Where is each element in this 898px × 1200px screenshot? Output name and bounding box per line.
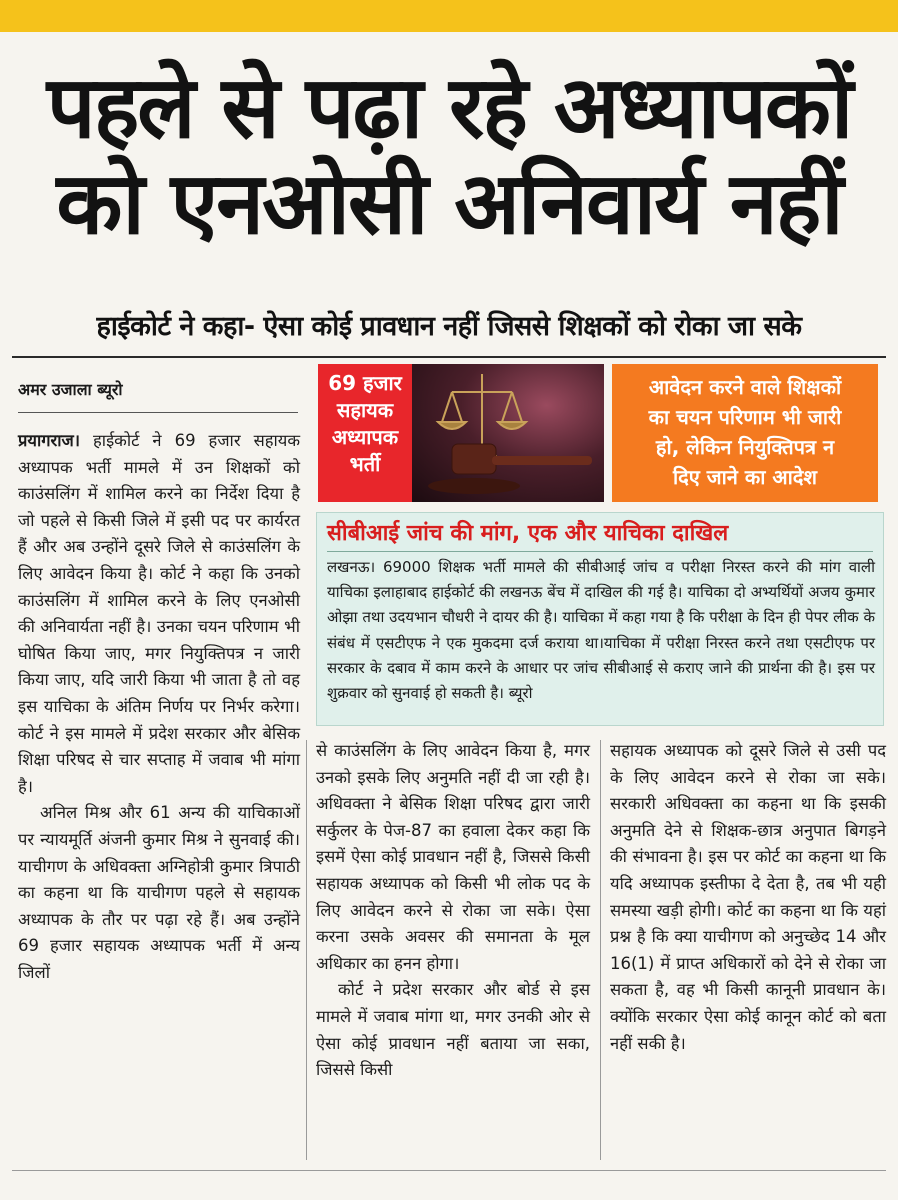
article-text: हाईकोर्ट ने 69 हजार सहायक अध्यापक भर्ती मामले में उन शिक्षकों को काउंसलिंग में शामिल करने का निर्देश दिया है जो पहले से किसी जिले में इसी पद पर कार्यरत हैं और अब उन्होंने दूसरे जिले से काउंसलिंग के लिए आवेदन किया है। कोर्ट ने कहा कि उनको काउंसलिंग में शामिल करने के लिए एनओसी की अनिवार्यता नहीं है। उनका चयन परिणाम भी घोषित किया जाए, मगर नियुक्तिपत्र न जारी किया जाए, यदि जारी किया भी जाता है तो वह इस याचिका के अंतिम निर्णय पर निर्भर करेगा। कोर्ट ने इस मामले में प्रदेश सरकार और बेसिक शिक्षा परिषद से चार सप्ताह में जवाब भी मांगा है।: [18, 431, 300, 796]
cbi-news-divider: [327, 551, 873, 552]
column-divider: [306, 740, 307, 1160]
cbi-news-box: [316, 512, 884, 726]
court-photo-illustration: [412, 364, 604, 502]
highlight-line: का चयन परिणाम भी जारी: [648, 405, 842, 429]
bottom-divider: [12, 1170, 886, 1171]
gavel-icon: [428, 444, 592, 494]
byline-divider: [18, 412, 298, 413]
cbi-news-body: लखनऊ। 69000 शिक्षक भर्ती मामले की सीबीआई जांच व परीक्षा निरस्त करने की मांग वाली याचिका इलाहाबाद हाईकोर्ट की लखनऊ बेंच में दाखिल की गई है। याचिका दो अभ्यर्थियों अजय कुमार ओझा तथा उदयभान चौधरी ने दायर की है। याचिका में कहा गया है कि परीक्षा के दिन ही पेपर लीक के संबंध में एसटीएफ ने एक मुकदमा दर्ज कराया था।याचिका में परीक्षा निरस्त करने तथा एसटीएफ पर सरकार के दबाव में काम करने के आधार पर जांच सीबीआई से कराए जाने की प्रार्थना की है। इस पर शुक्रवार को सुनवाई हो सकती है। ब्यूरो: [327, 558, 875, 703]
headline-line-1: पहले से पढ़ा रहे अध्यापकों: [46, 58, 852, 158]
article-column-2: [316, 738, 590, 1084]
subheadline: हाईकोर्ट ने कहा- ऐसा कोई प्रावधान नहीं जिससे शिक्षकों को रोका जा सके: [96, 311, 802, 342]
article-column-3: [610, 738, 886, 1057]
top-color-bar: [0, 0, 898, 32]
recruitment-label-line: सहायक: [336, 398, 394, 422]
article-paragraph: कोर्ट ने प्रदेश सरकार और बोर्ड से इस मामले में जवाब मांगा था, मगर उनकी ओर से ऐसा कोई प्रावधान नहीं बताया जा सका, जिससे किसी: [316, 980, 590, 1080]
article-paragraph: अनिल मिश्र और 61 अन्य की याचिकाओं पर न्यायमूर्ति अंजनी कुमार मिश्र ने सुनवाई की। याचीगण के अधिवक्ता अग्निहोत्री कुमार त्रिपाठी का कहना था कि याचीगण पहले से सहायक अध्यापक के तौर पर पढ़ा रहे हैं। अब उन्होंने 69 हजार सहायक अध्यापक भर्ती में अन्य जिलों: [18, 803, 300, 982]
recruitment-label-line: भर्ती: [349, 452, 381, 476]
byline: अमर उजाला ब्यूरो: [18, 380, 123, 399]
recruitment-label-line: अध्यापक: [331, 425, 399, 449]
cbi-news-heading: सीबीआई जांच की मांग, एक और याचिका दाखिल: [327, 521, 729, 546]
section-divider: [12, 356, 886, 358]
highlight-box: [612, 364, 878, 502]
recruitment-label-box: [318, 364, 412, 502]
headline-line-2: को एनओसी अनिवार्य नहीं: [56, 154, 842, 254]
article-column-1: [18, 428, 300, 986]
recruitment-label-line: 69 हजार: [328, 371, 402, 395]
court-photo: [412, 364, 604, 502]
column-divider: [600, 740, 601, 1160]
article-paragraph: [18, 428, 300, 800]
highlight-line: दिए जाने का आदेश: [672, 465, 818, 489]
article-paragraph: सहायक अध्यापक को दूसरे जिले से उसी पद के लिए आवेदन करने से रोका जा सके। सरकारी अधिवक्ता का कहना था कि इसकी अनुमति देने से शिक्षक-छात्र अनुपात बिगड़ने की संभावना है। इस पर कोर्ट का कहना था कि यदि अध्यापक इस्तीफा दे देता है, तब भी यही समस्या खड़ी होगी। कोर्ट का कहना था कि यहां प्रश्न है कि क्या याचीगण को अनुच्छेद 14 और 16(1) में प्राप्त अधिकारों को देने से रोका जा सकता है, वह भी किसी कानूनी प्रावधान के। क्योंकि सरकार ऐसा कोई कानून कोर्ट को बता नहीं सकी है।: [610, 741, 886, 1053]
article-paragraph: से काउंसलिंग के लिए आवेदन किया है, मगर उनको इसके लिए अनुमति नहीं दी जा रही है। अधिवक्ता ने बेसिक शिक्षा परिषद द्वारा जारी सर्कुलर के पेज-87 का हवाला देकर कहा कि इसमें ऐसा कोई प्रावधान नहीं है, जिससे किसी सहायक अध्यापक को किसी भी लोक पद के लिए आवेदन करने से रोका जा सके। ऐसा करना उसके अवसर की समानता के मूल अधिकार का हनन होगा।: [316, 741, 590, 973]
dateline: प्रयागराज।: [18, 431, 81, 450]
highlight-line: हो, लेकिन नियुक्तिपत्र न: [655, 435, 835, 459]
highlight-line: आवेदन करने वाले शिक्षकों: [648, 375, 842, 399]
headline: [10, 60, 888, 252]
